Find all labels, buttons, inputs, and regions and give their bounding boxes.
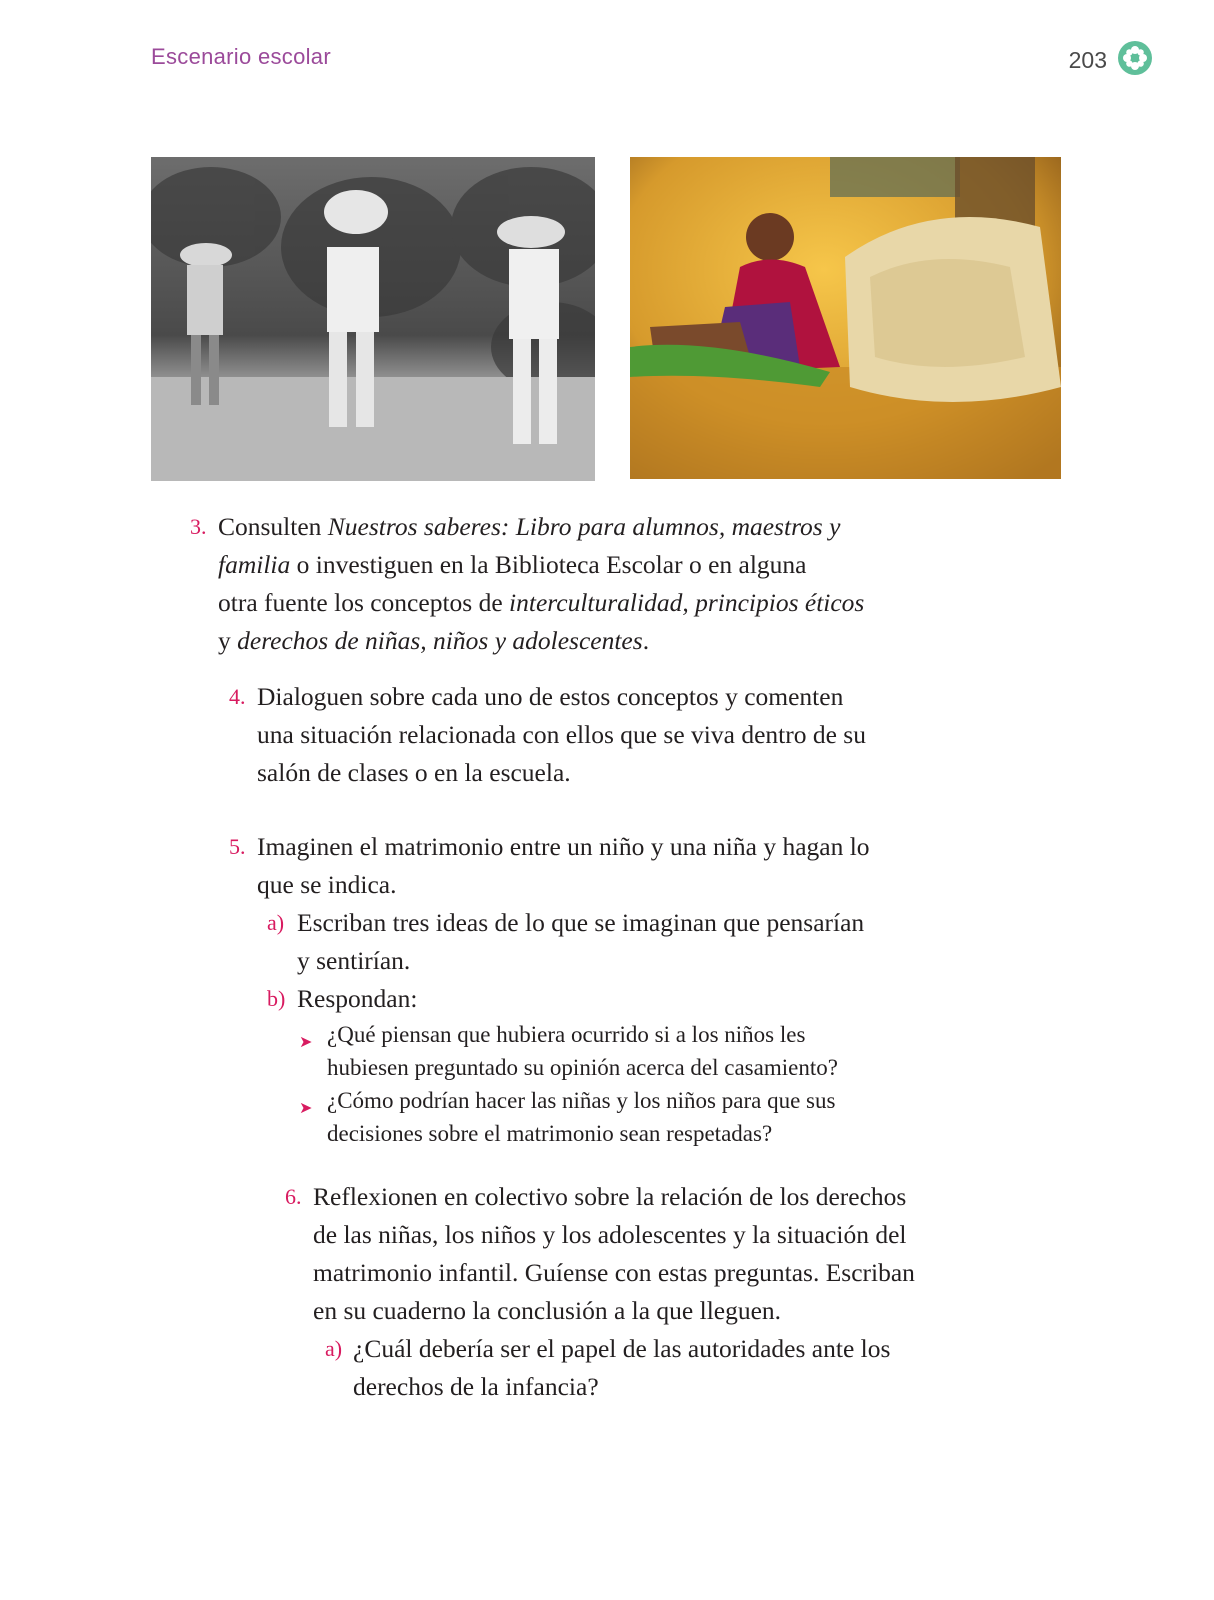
bullet-arrow-icon: ➤ [299,1100,313,1117]
item-6a-line-2: derechos de la infancia? [353,1372,599,1401]
item-number: 5. [229,834,246,859]
page-number: 203 [1068,47,1107,73]
concept-italic: interculturalidad, principios éticos [509,588,865,617]
item-6a-line-1: ¿Cuál debería ser el papel de las autoridades ante los [353,1334,891,1363]
book-title-italic: Nuestros saberes: Libro para alumnos, maestros y [327,512,841,541]
item-5a-line-1: Escriban tres ideas de lo que se imaginan que pensarían [297,908,865,937]
item-number: 3. [190,514,207,539]
item-4-line-3: salón de clases o en la escuela. [257,758,571,787]
subitem-letter: a) [325,1336,343,1361]
text: otra fuente los conceptos de [218,588,510,617]
question-2-line-1: ¿Cómo podrían hacer las niñas y los niños para que sus [327,1088,836,1113]
text: o investiguen en la Biblioteca Escolar o en alguna [290,550,807,579]
item-5b-line-1: Respondan: [297,984,418,1013]
concept-italic: derechos de niñas, niños y adolescentes [237,626,643,655]
text: y [218,626,238,655]
item-5a-line-2: y sentirían. [297,946,411,975]
page-number-area [1069,40,1153,81]
item-5-line-2: que se indica. [257,870,397,899]
item-4-line-1: Dialoguen sobre cada uno de estos conceptos y comenten [257,682,844,711]
photo-children-carrying-loads [151,157,595,481]
item-6-line-2: de las niñas, los niños y los adolescentes y la situación del [313,1220,907,1249]
item-number: 6. [285,1184,302,1209]
question-2-line-2: decisiones sobre el matrimonio sean respetadas? [327,1121,773,1146]
bullet-arrow-icon: ➤ [299,1034,313,1051]
section-title: Escenario escolar [151,44,331,69]
text: . [642,626,650,655]
item-6-line-1: Reflexionen en colectivo sobre la relación de los derechos [313,1182,907,1211]
item-3-line-2 [218,546,864,584]
item-3-line-3 [218,584,864,622]
item-6-line-4: en su cuaderno la conclusión a la que lleguen. [313,1296,782,1325]
subitem-letter: a) [267,910,285,935]
book-title-italic: familia [218,550,291,579]
item-4-line-2: una situación relacionada con ellos que se viva dentro de su [257,720,866,749]
item-3-line-4 [218,622,864,660]
item-6-line-3: matrimonio infantil. Guíense con estas preguntas. Escriban [313,1258,915,1287]
text: Consulten [218,512,328,541]
subitem-letter: b) [267,986,286,1011]
question-1-line-1: ¿Qué piensan que hubiera ocurrido si a los niños les [327,1022,806,1047]
item-5-line-1: Imaginen el matrimonio entre un niño y una niña y hagan lo [257,832,870,861]
photo-girl-next-to-sacks [630,157,1061,479]
item-3-line-1 [218,508,864,546]
item-number: 4. [229,684,246,709]
flower-badge-icon [1117,40,1153,81]
question-1-line-2: hubiesen preguntado su opinión acerca del casamiento? [327,1055,838,1080]
